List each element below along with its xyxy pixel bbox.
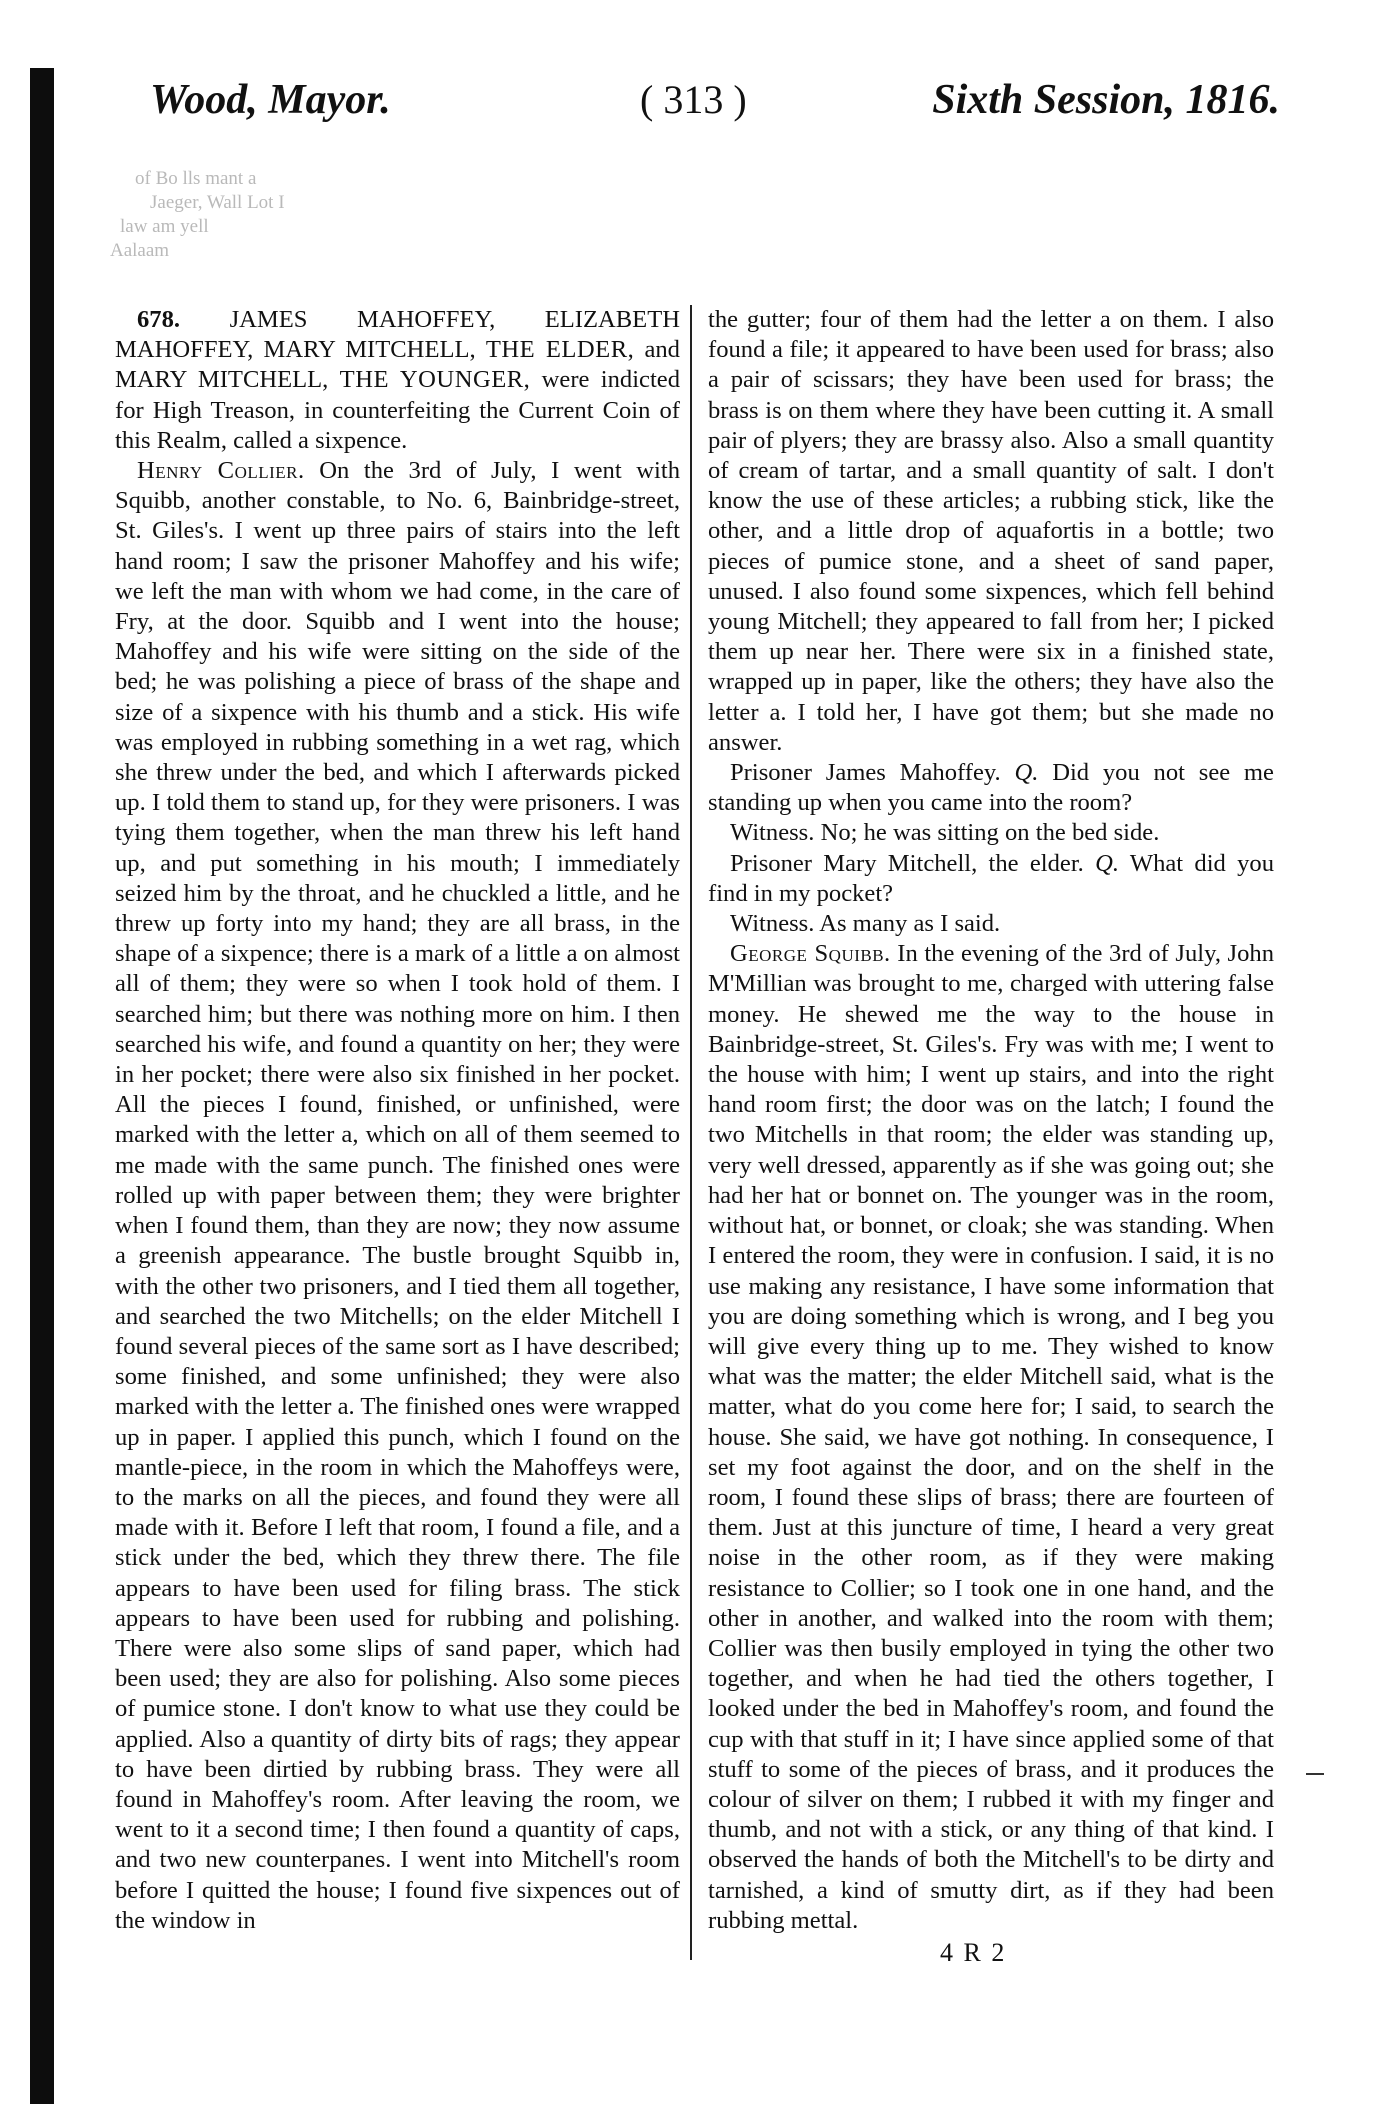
speaker: Witness. — [730, 910, 815, 938]
question-label: Q. — [1014, 759, 1039, 787]
question-text: Did you not see me standing up when you came into the room? — [708, 759, 1274, 817]
speaker: Witness. — [730, 819, 815, 847]
witness-name: George Squibb. — [730, 940, 891, 968]
question-label: Q. — [1095, 849, 1120, 877]
question-1 — [708, 758, 1274, 818]
question-text: What did you find in my pocket? — [708, 849, 1274, 907]
page-header — [150, 76, 1280, 136]
case-defendants: JAMES MAHOFFEY, ELIZABETH MAHOFFEY, MARY MITCHELL, — [115, 306, 680, 364]
case-number: 678. — [137, 306, 181, 333]
answer-2 — [708, 909, 1274, 939]
case-charge: were indicted for High Treason, in counterfeiting the Current Coin of this Realm, called a sixpence. — [115, 366, 680, 454]
printer-signature: 4 R 2 — [940, 1938, 1007, 1967]
testimony-text: On the 3rd of July, I went with Squibb, another constable, to No. 6, Bainbridge-street, St. Giles's. I went up three pairs of stairs into the left hand room; I saw the prisoner Mahoffey and his wife; we left the man with whom we had come, in the care of Fry, at the door. Squibb and I went into the house; Mahoffey and his wife were sitting on the side of the bed; he was polishing a piece of brass of the shape and size of a sixpence with his thumb and a stick. His wife was employed in rubbing something in a wet rag, which she threw under the bed, and which I afterwards picked up. I told them to stand up, for they were prisoners. I was tying them together, when the man threw his left hand up, and put something in his mouth; I immediately seized him by the throat, and he chuckled a little, and he threw up forty into my hand; they are all brass, in the shape of a sixpence; there is a mark of a little a on almost all of them; they were so when I took hold of them. I searched him; but there was nothing more on him. I then searched his wife, and found a quantity on her; they were in her pocket; there were also six finished in her pocket. All the pieces I found, finished, or unfinished, were marked with the letter a, which on all of them seemed to me made with the same punch. The finished ones were rolled up with paper between them; they were brighter when I found them, than they are now; they now assume a greenish appearance. The bustle brought Squibb in, with the other two prisoners, and I tied them all together, and searched the two Mitchells; on the elder Mitchell I found several pieces of the same sort as I have described; some finished, and some unfinished; they were also marked with the letter a. The finished ones were wrapped up in paper. I applied this punch, which I found on the mantle-piece, in the room in which the Mahoffeys were, to the marks on all the pieces, and found they were all made with it. Before I left that room, I found a file, and a stick under the bed, which they threw there. The file appears to have been used for filing brass. The stick appears to have been used for rubbing and polishing. There were also some slips of sand paper, which had been used; they are also for polishing. Also some pieces of pumice stone. I don't know to what use they could be applied. Also a quantity of dirty bits of rags; they appear to have been dirtied by rubbing brass. They were all found in Mahoffey's room. After leaving the room, we went to it a second time; I then found a quantity of caps, and two new counterpanes. I went into Mitchell's room before I quitted the house; I found five sixpences out of the window in — [115, 457, 680, 1934]
case-the-younger: THE YOUNGER, — [339, 366, 531, 394]
scan-edge-shadow — [30, 68, 54, 2104]
column-rule — [690, 305, 692, 1960]
page-number: ( 313 ) — [640, 77, 747, 122]
faint-line: Aalaam — [110, 240, 170, 261]
margin-mark — [1306, 1773, 1324, 1775]
case-the-elder: THE ELDER, — [485, 336, 635, 364]
speaker: Prisoner Mary Mitchell, the elder. — [730, 849, 1084, 877]
case-defendant-last: MARY MITCHELL, — [115, 366, 329, 394]
faint-line: law am yell — [120, 216, 209, 237]
answer-text: No; he was sitting on the bed side. — [820, 819, 1160, 847]
right-column — [708, 305, 1274, 1980]
running-head-left: Wood, Mayor. — [150, 77, 391, 123]
answer-text: As many as I said. — [819, 910, 1001, 938]
case-heading — [115, 305, 680, 456]
running-head-right: Sixth Session, 1816. — [932, 77, 1280, 123]
witness-name: Henry Collier. — [137, 457, 305, 485]
answer-1 — [708, 818, 1274, 848]
testimony-squibb — [708, 939, 1274, 1936]
testimony-collier — [115, 456, 680, 1936]
faint-line: Jaeger, Wall Lot I — [150, 192, 285, 213]
question-2 — [708, 849, 1274, 909]
speaker: Prisoner James Mahoffey. — [730, 759, 1001, 787]
testimony-text: In the evening of the 3rd of July, John M'Millian was brought to me, charged with uttering false money. He shewed me the way to the house in Bainbridge-street, St. Giles's. Fry was with me; I went to the house with him; I went up stairs, and into the right hand room first; the door was on the latch; I found the two Mitchells in that room; the elder was standing up, very well dressed, apparently as if she was going out; she had her hat or bonnet on. The younger was in the room, without hat, or bonnet, or cloak; she was standing. When I entered the room, they were in confusion. I said, it is no use making any resistance, I have some information that you are doing something which is wrong, and I beg you will give every thing up to me. They wished to know what was the matter; the elder Mitchell said, what is the matter, what do you come here for; I said, to search the house. She said, we have got nothing. In consequence, I set my foot against the door, and on the shelf in the room, I found these slips of brass; there are fourteen of them. Just at this juncture of time, I heard a very great noise in the other room, as if they were making resistance to Collier; so I took one in one hand, and the other in another, and walked into the room with them; Collier was then busily employed in tying the other two together, and when he had tied the others together, I looked under the bed in Mahoffey's room, and found the cup with that stuff in it; I have since applied some of that stuff to some of the pieces of brass, and it produces the colour of silver on them; I rubbed it with my finger and thumb, and not with a stick, or any thing of that kind. I observed the hands of both the Mitchell's to be dirty and tarnished, a kind of smutty dirt, as if they had been rubbing mettal. — [708, 940, 1274, 1934]
faint-line: of Bo lls mant a — [135, 168, 257, 189]
case-and: and — [644, 336, 680, 364]
testimony-continued: the gutter; four of them had the letter a on them. I also found a file; it appeared to have been used for brass; also a pair of scissars; they have been used for brass; the brass is on them where they have been cutting it. A small pair of plyers; they are brassy also. Also a small quantity of cream of tartar, and a small quantity of salt. I don't know the use of these articles; a rubbing stick, like the other, and a little drop of aquafortis in a bottle; two pieces of pumice stone, and a sheet of sand paper, unused. I also found some sixpences, which fell behind young Mitchell; they appeared to fall from her; I picked them up near her. There were six in a finished state, wrapped up in paper, like the others; they have also the letter a. I told her, I have got them; but she made no answer. — [708, 306, 1274, 756]
left-column — [115, 305, 680, 1980]
bleed-through-text — [100, 168, 1300, 298]
